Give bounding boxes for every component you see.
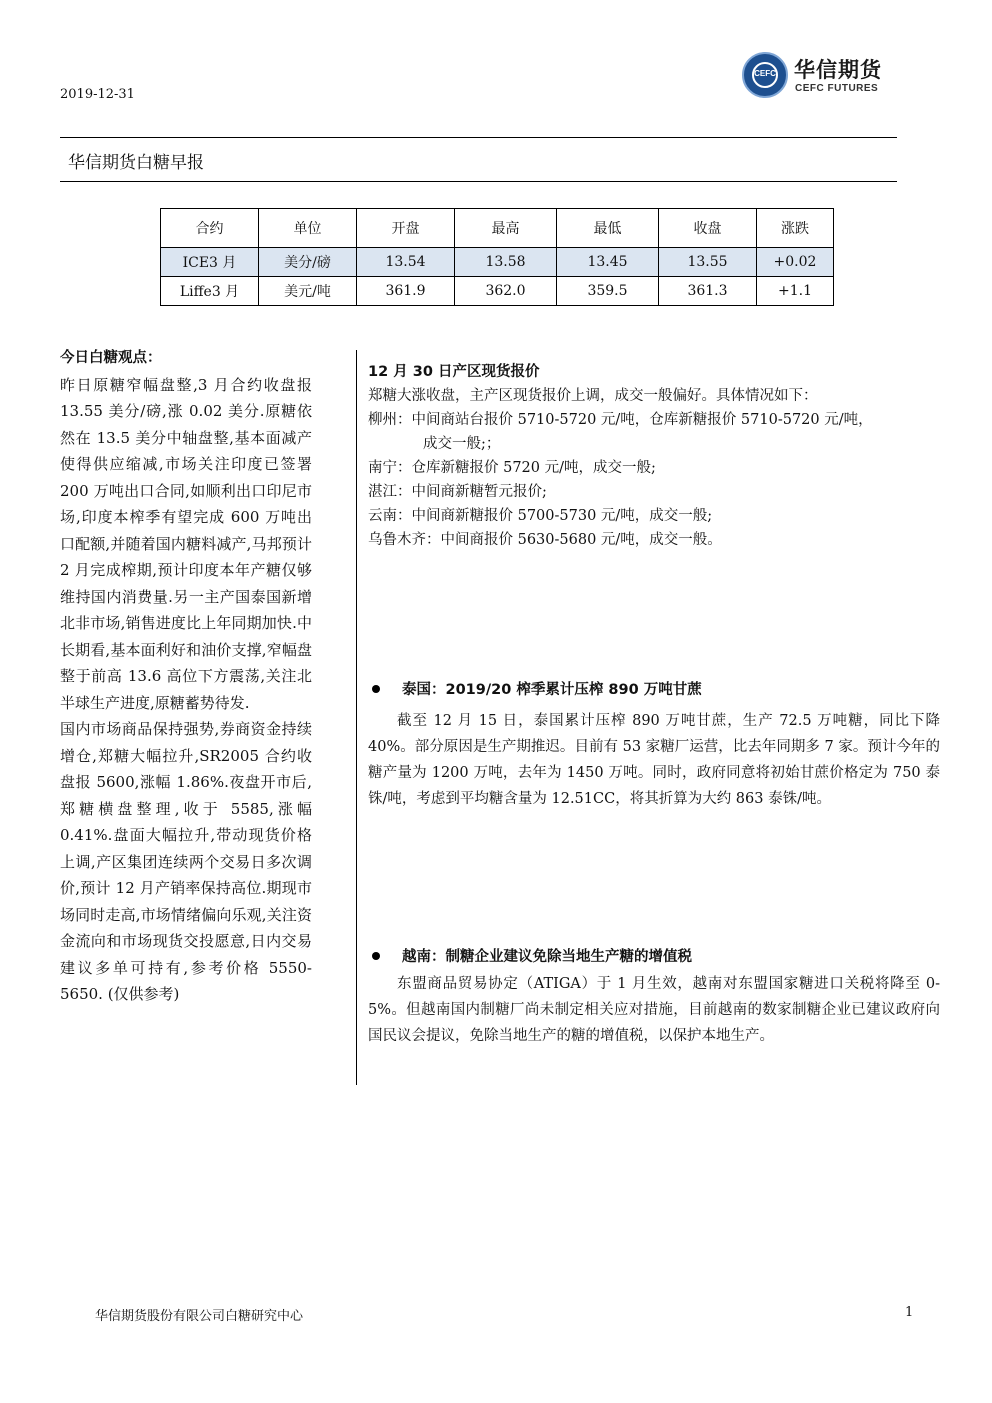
spot-liuzhou: 柳州：中间商站台报价 5710-5720 元/吨，仓库新糖报价 5710-5720 元/吨， (368, 412, 873, 428)
table-cell: +0.02 (757, 248, 834, 277)
news-vietnam (368, 945, 940, 1049)
divider-top (60, 137, 897, 138)
globe-logo-icon: CEFC (742, 52, 788, 98)
header-cell: 单位 (259, 209, 357, 248)
news-thailand-heading: 泰国：2019/20 榨季累计压榨 890 万吨甘蔗 (368, 678, 940, 702)
view-heading: 今日白糖观点： (60, 350, 162, 366)
spot-yunnan: 云南：中间商新糖报价 5700-5730 元/吨，成交一般; (368, 508, 713, 524)
table-row (161, 277, 834, 306)
table-cell: 美元/吨 (259, 277, 357, 306)
view-paragraph-intl: 昨日原糖窄幅盘整,3 月合约收盘报 13.55 美分/磅,涨 0.02 美分.原糖依然在 13.5 美分中轴盘整,基本面减产使得供应缩减,市场关注印度已签署 200 万吨出口合同,如顺利出口印尼市场,印度本榨季有望完成 600 万吨出口配额,并随着国内糖料减产,马邦预计 2 月完成榨期,预计印度本年产糖仅够维持国内消费量.另一主产国泰国新增北非市场,销售进度比上年同期加快.中长期看,基本面利好和油价支撑,窄幅盘整于前高 13.6 高位下方震荡,关注北半球生产进度,原糖蓄势待发. (60, 375, 312, 712)
bullet-icon (372, 952, 380, 960)
header-cell: 开盘 (357, 209, 455, 248)
logo-cn-text: 华信期货 (794, 58, 882, 82)
bullet-icon (372, 685, 380, 693)
footer-org: 华信期货股份有限公司白糖研究中心 (95, 1309, 304, 1324)
divider-title (60, 181, 897, 182)
report-date: 2019-12-31 (60, 87, 135, 102)
column-divider (356, 350, 357, 1085)
table-cell: 13.55 (659, 248, 757, 277)
spot-urumqi: 乌鲁木齐：中间商报价 5630-5680 元/吨，成交一般。 (368, 532, 722, 548)
table-header-row (161, 209, 834, 248)
table-cell: 361.9 (357, 277, 455, 306)
view-paragraph-domestic: 国内市场商品保持强势,券商资金持续增仓,郑糖大幅拉升,SR2005 合约收盘报 5600,涨幅 1.86%.夜盘开市后,郑糖横盘整理,收于 5585,涨幅 0.41%.盘面大幅拉升,带动现货价格上调,产区集团连续两个交易日多次调价,预计 12 月产销率保持高位.期现市场同时走高,市场情绪偏向乐观,关注资金流向和市场现货交投愿意,日内交易建议多单可持有,参考价格 5550-5650. (仅供参考) (60, 720, 312, 1003)
table-cell: ICE3 月 (161, 248, 259, 277)
table-cell: 362.0 (455, 277, 557, 306)
table-cell: 13.45 (557, 248, 659, 277)
view-column (60, 345, 312, 1008)
spot-price-section (368, 360, 943, 552)
page-number: 1 (905, 1305, 914, 1320)
news-thailand-body: 截至 12 月 15 日，泰国累计压榨 890 万吨甘蔗，生产 72.5 万吨糖，同比下降 40%。部分原因是生产期推迟。目前有 53 家糖厂运营，比去年同期多 7 家。预计今年的糖产量为 1200 万吨，去年为 1450 万吨。同时，政府同意将初始甘蔗价格定为 750 泰铢/吨，考虑到平均糖含量为 12.51CC，将其折算为大约 863 泰铢/吨。 (368, 713, 940, 807)
header-cell: 最高 (455, 209, 557, 248)
table-cell: 美分/磅 (259, 248, 357, 277)
header-cell: 涨跌 (757, 209, 834, 248)
spot-liuzhou-cont: 成交一般;； (423, 436, 501, 452)
spot-heading: 12 月 30 日产区现货报价 (368, 364, 540, 380)
news-vietnam-body: 东盟商品贸易协定（ATIGA）于 1 月生效，越南对东盟国家糖进口关税将降至 0-5%。但越南国内制糖厂尚未制定相关应对措施，目前越南的数家制糖企业已建议政府向国民议会提议，免除当地生产的糖的增值税，以保护本地生产。 (368, 976, 940, 1044)
news-thailand (368, 678, 940, 812)
report-title: 华信期货白糖早报 (68, 153, 204, 173)
quote-table (160, 208, 834, 306)
spot-nanning: 南宁：仓库新糖报价 5720 元/吨，成交一般; (368, 460, 656, 476)
spot-intro: 郑糖大涨收盘，主产区现货报价上调，成交一般偏好。具体情况如下： (368, 388, 818, 404)
table-row (161, 248, 834, 277)
news-vietnam-heading: 越南：制糖企业建议免除当地生产糖的增值税 (368, 945, 940, 969)
table-cell: 359.5 (557, 277, 659, 306)
table-cell: 13.54 (357, 248, 455, 277)
table-cell: +1.1 (757, 277, 834, 306)
header-cell: 最低 (557, 209, 659, 248)
spot-zhanjiang: 湛江：中间商新糖暂元报价; (368, 484, 547, 500)
table-cell: 361.3 (659, 277, 757, 306)
header-cell: 收盘 (659, 209, 757, 248)
table-cell: 13.58 (455, 248, 557, 277)
company-logo (742, 52, 902, 102)
table-cell: Liffe3 月 (161, 277, 259, 306)
logo-en-text: CEFC FUTURES (795, 83, 879, 94)
header-cell: 合约 (161, 209, 259, 248)
